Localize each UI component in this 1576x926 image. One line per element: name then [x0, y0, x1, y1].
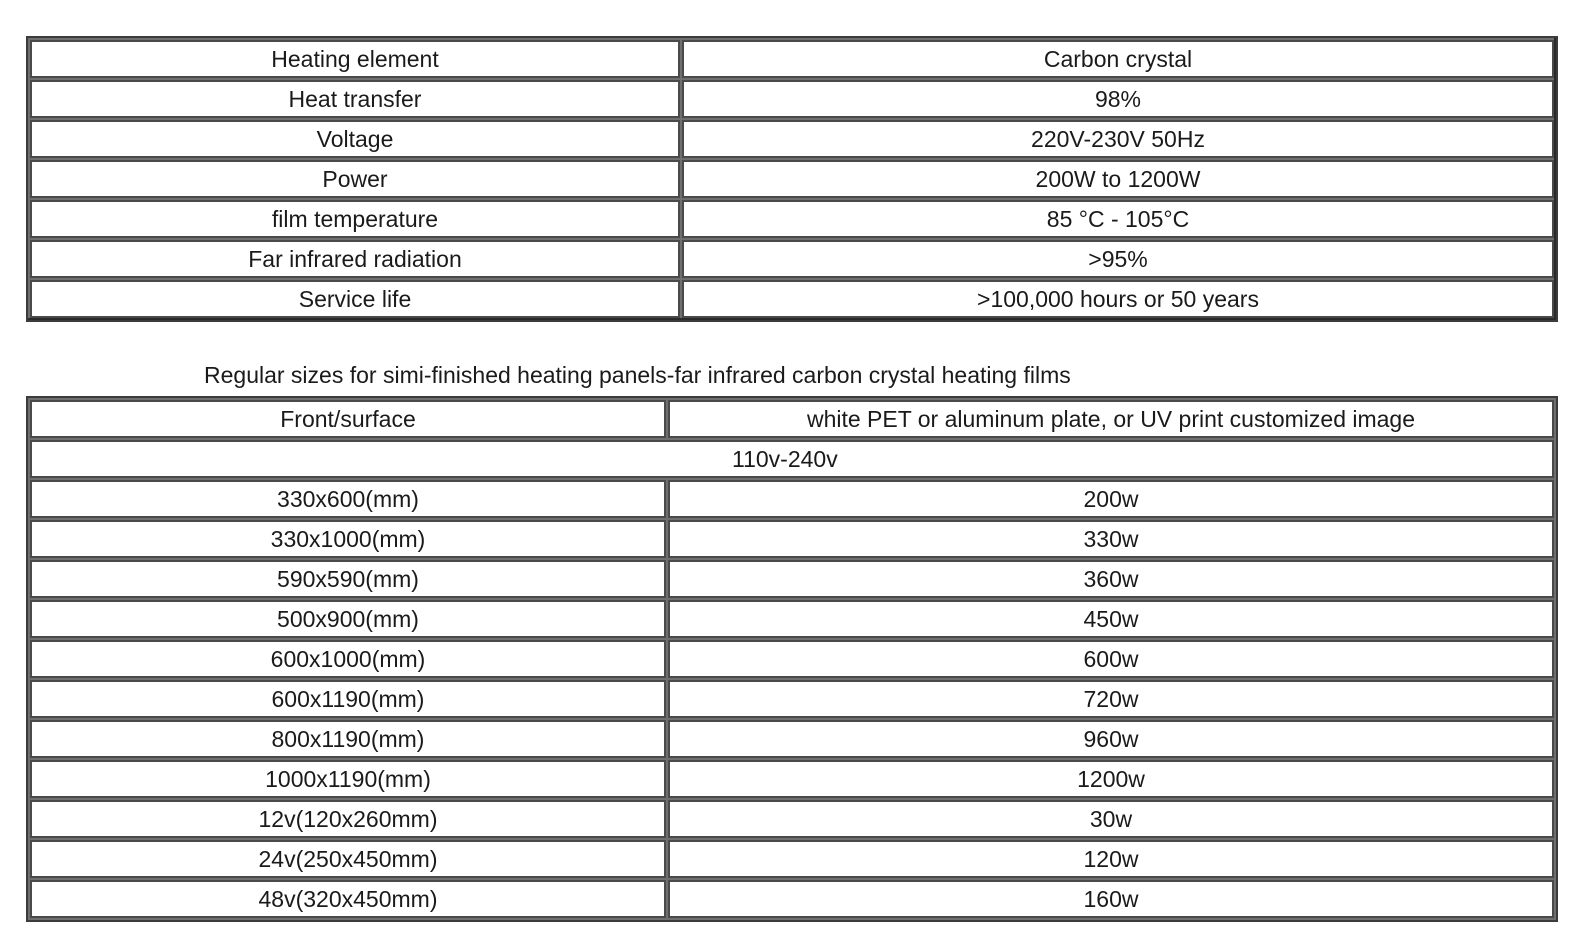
power-cell: 960w [668, 720, 1554, 758]
spec-label: Service life [30, 280, 680, 318]
spec-label: Voltage [30, 120, 680, 158]
spec-label: film temperature [30, 200, 680, 238]
spec-label: Power [30, 160, 680, 198]
header-label: Front/surface [30, 400, 666, 438]
table-row [30, 80, 1554, 118]
table-row [30, 800, 1554, 838]
sizes-table [26, 396, 1558, 922]
power-cell: 1200w [668, 760, 1554, 798]
spec-label: Far infrared radiation [30, 240, 680, 278]
size-cell: 24v(250x450mm) [30, 840, 666, 878]
power-cell: 720w [668, 680, 1554, 718]
table-row [30, 560, 1554, 598]
voltage-range-row [30, 440, 1554, 478]
spec-value: Carbon crystal [682, 40, 1554, 78]
header-value: white PET or aluminum plate, or UV print customized image [668, 400, 1554, 438]
size-cell: 600x1000(mm) [30, 640, 666, 678]
size-cell: 590x590(mm) [30, 560, 666, 598]
spec-value: >100,000 hours or 50 years [682, 280, 1554, 318]
size-cell: 600x1190(mm) [30, 680, 666, 718]
table-row [30, 720, 1554, 758]
table-row [30, 240, 1554, 278]
specification-table [26, 36, 1558, 322]
sizes-table-caption: Regular sizes for simi-finished heating panels-far infrared carbon crystal heating films [204, 362, 1071, 388]
size-cell: 12v(120x260mm) [30, 800, 666, 838]
table-row [30, 200, 1554, 238]
table-row [30, 880, 1554, 918]
table-row [30, 120, 1554, 158]
spec-value: 220V-230V 50Hz [682, 120, 1554, 158]
size-cell: 500x900(mm) [30, 600, 666, 638]
power-cell: 200w [668, 480, 1554, 518]
size-cell: 48v(320x450mm) [30, 880, 666, 918]
spec-value: 98% [682, 80, 1554, 118]
table-row [30, 680, 1554, 718]
power-cell: 330w [668, 520, 1554, 558]
power-cell: 360w [668, 560, 1554, 598]
table-row [30, 760, 1554, 798]
table-row [30, 640, 1554, 678]
spec-value: >95% [682, 240, 1554, 278]
table-row [30, 480, 1554, 518]
power-cell: 120w [668, 840, 1554, 878]
size-cell: 800x1190(mm) [30, 720, 666, 758]
spec-value: 85 °C - 105°C [682, 200, 1554, 238]
size-cell: 330x1000(mm) [30, 520, 666, 558]
spec-value: 200W to 1200W [682, 160, 1554, 198]
spec-label: Heat transfer [30, 80, 680, 118]
size-cell: 330x600(mm) [30, 480, 666, 518]
table-row [30, 520, 1554, 558]
power-cell: 160w [668, 880, 1554, 918]
spec-label: Heating element [30, 40, 680, 78]
table-row [30, 280, 1554, 318]
table-row [30, 160, 1554, 198]
table-header-row [30, 400, 1554, 438]
voltage-range: 110v-240v [30, 440, 1554, 478]
table-row [30, 840, 1554, 878]
power-cell: 30w [668, 800, 1554, 838]
power-cell: 450w [668, 600, 1554, 638]
table-row [30, 600, 1554, 638]
size-cell: 1000x1190(mm) [30, 760, 666, 798]
table-row [30, 40, 1554, 78]
power-cell: 600w [668, 640, 1554, 678]
